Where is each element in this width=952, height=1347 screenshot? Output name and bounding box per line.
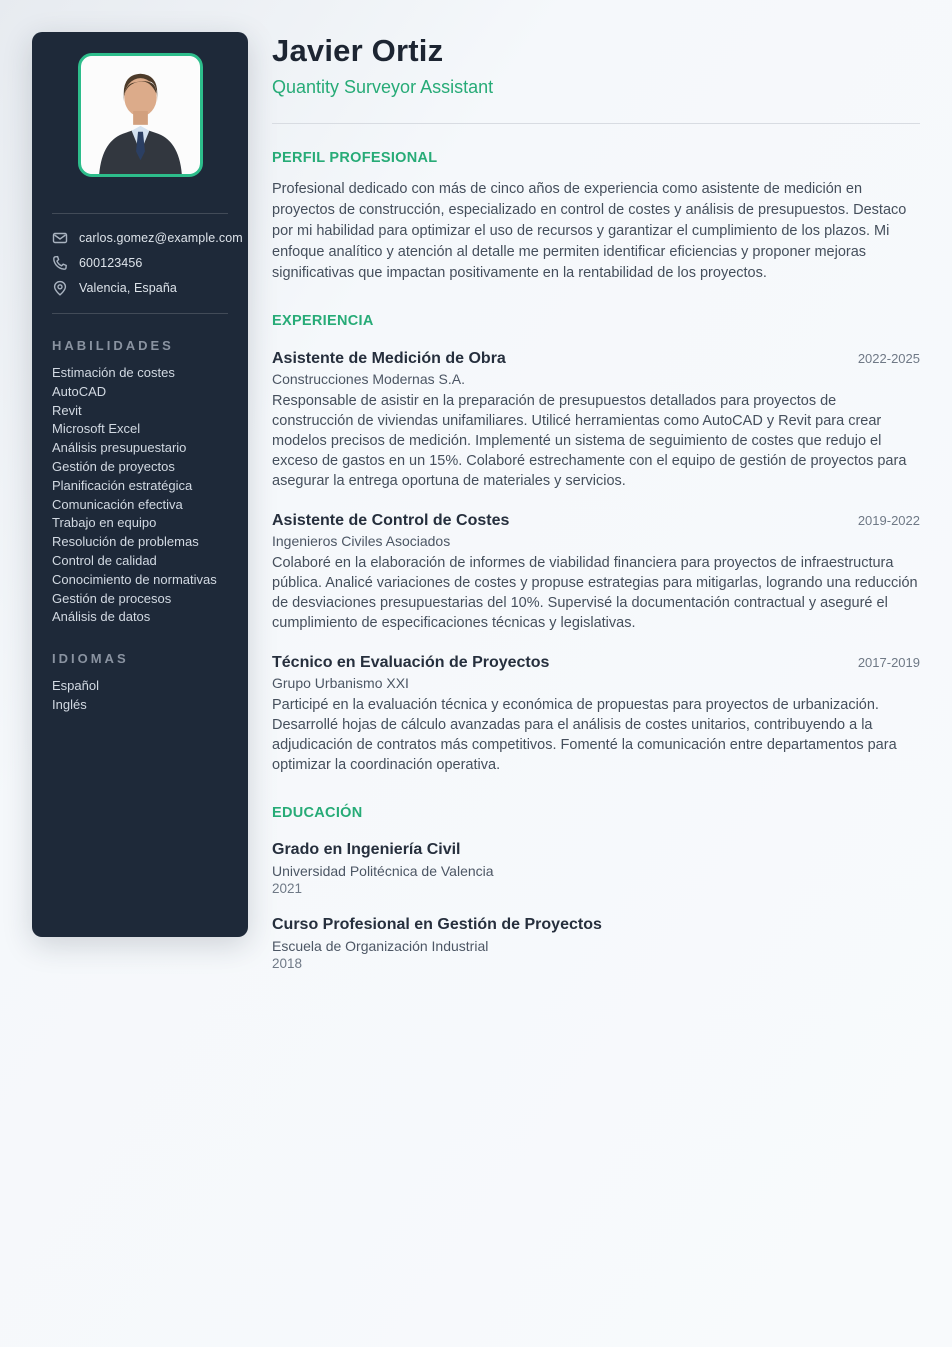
skill-item: Control de calidad <box>52 552 157 568</box>
contact-list <box>52 230 243 296</box>
skill-item: Análisis presupuestario <box>52 440 187 456</box>
skill-item: Análisis de datos <box>52 609 151 625</box>
education-entry <box>272 841 920 896</box>
person-title: Quantity Surveyor Assistant <box>272 77 494 97</box>
profile-photo <box>78 53 203 177</box>
sidebar-divider-top <box>52 213 228 214</box>
profile-section-heading: PERFIL PROFESIONAL <box>272 150 438 166</box>
language-item: Inglés <box>52 696 87 712</box>
experience-entry <box>272 512 920 633</box>
skill-item: Gestión de procesos <box>52 590 172 606</box>
header-divider <box>272 123 920 124</box>
education-school: Universidad Politécnica de Valencia <box>272 863 494 879</box>
education-school: Escuela de Organización Industrial <box>272 938 489 954</box>
education-section-heading: EDUCACIÓN <box>272 805 363 821</box>
job-company: Ingenieros Civiles Asociados <box>272 533 451 549</box>
education-year: 2018 <box>272 956 303 971</box>
location-pin-icon <box>52 280 68 296</box>
contact-phone-value: 600123456 <box>79 256 143 270</box>
languages-list <box>52 677 228 715</box>
contact-email-value: carlos.gomez@example.com <box>79 231 243 245</box>
skill-item: Estimación de costes <box>52 365 175 380</box>
education-year: 2021 <box>272 881 303 896</box>
experience-entry-head <box>272 512 920 530</box>
skill-item: Resolución de problemas <box>52 534 199 550</box>
experience-entry <box>272 350 920 491</box>
skill-item: Conocimiento de normativas <box>52 571 217 587</box>
job-company: Construcciones Modernas S.A. <box>272 371 465 387</box>
sidebar-divider-bottom <box>52 313 228 314</box>
phone-icon <box>52 255 68 271</box>
language-item: Español <box>52 678 99 694</box>
job-description: Participé en la evaluación técnica y económica de propuestas para proyectos de urbanización. Desarrollé hojas de cálculo avanzadas para el análisis de costes unitarios, contribuyendo a la adjudicación de contratos más competitivos. Fomenté la comunicación entre departamentos para optimizar la coordinación operativa. <box>272 697 897 773</box>
experience-section-heading: EXPERIENCIA <box>272 313 374 329</box>
skill-item: Comunicación efectiva <box>52 496 183 512</box>
skill-item: Revit <box>52 402 82 418</box>
job-company: Grupo Urbanismo XXI <box>272 675 409 691</box>
main-content <box>272 0 920 971</box>
skill-item: Gestión de proyectos <box>52 458 175 474</box>
job-title: Asistente de Medición de Obra <box>272 350 506 367</box>
envelope-icon <box>52 230 68 246</box>
contact-phone <box>52 255 228 271</box>
job-description: Colaboré en la elaboración de informes de viabilidad financiera para proyectos de infraestructura pública. Analicé variaciones de costes y propuse estrategias para mitigarlas, logrando una reducción de desviaciones presupuestarias del 10%. Supervisé la documentación contractual y aseguré el cumplimiento de especificaciones técnicas y legislativas. <box>272 555 918 631</box>
person-name: Javier Ortiz <box>272 33 444 68</box>
profile-photo-illustration <box>81 56 200 174</box>
skills-list <box>52 364 228 627</box>
job-title: Asistente de Control de Costes <box>272 512 510 529</box>
job-description: Responsable de asistir en la preparación de presupuestos detallados para proyectos de construcción de viviendas unifamiliares. Utilicé herramientas como AutoCAD y Revit para crear modelos precisos de medición. Implementé un sistema de seguimiento de costes que redujo el exceso de gastos en un 15%. Colaboré estrechamente con el equipo de gestión de proyectos para asegurar la entrega oportuna de materiales y servicios. <box>272 393 907 489</box>
contact-location-value: Valencia, España <box>79 281 177 295</box>
skills-heading: HABILIDADES <box>52 338 174 353</box>
skill-item: AutoCAD <box>52 383 107 399</box>
languages-heading: IDIOMAS <box>52 651 129 667</box>
contact-location <box>52 280 228 296</box>
job-title: Técnico en Evaluación de Proyectos <box>272 654 550 671</box>
skill-item: Microsoft Excel <box>52 421 141 437</box>
education-entry <box>272 916 920 971</box>
experience-entry-head <box>272 654 920 672</box>
job-dates: 2022-2025 <box>857 351 920 366</box>
profile-text: Profesional dedicado con más de cinco años de experiencia como asistente de medición en proyectos de construcción, especializado en control de costes y análisis de presupuestos. Destaco por mi habilidad para optimizar el uso de recursos y garantizar el cumplimiento de los plazos. Mi enfoque analítico y atención al detalle me permiten identificar eficiencias y proponer mejoras significativas que impactan positivamente en la rentabilidad de los proyectos. <box>272 181 907 281</box>
sidebar <box>32 32 248 937</box>
skill-item: Planificación estratégica <box>52 477 193 493</box>
contact-email <box>52 230 243 246</box>
experience-entry <box>272 654 920 775</box>
skill-item: Trabajo en equipo <box>52 515 157 531</box>
education-degree: Grado en Ingeniería Civil <box>272 841 461 858</box>
experience-entry-head <box>272 350 920 368</box>
job-dates: 2019-2022 <box>857 513 920 528</box>
education-degree: Curso Profesional en Gestión de Proyectos <box>272 916 602 933</box>
job-dates: 2017-2019 <box>857 655 920 670</box>
